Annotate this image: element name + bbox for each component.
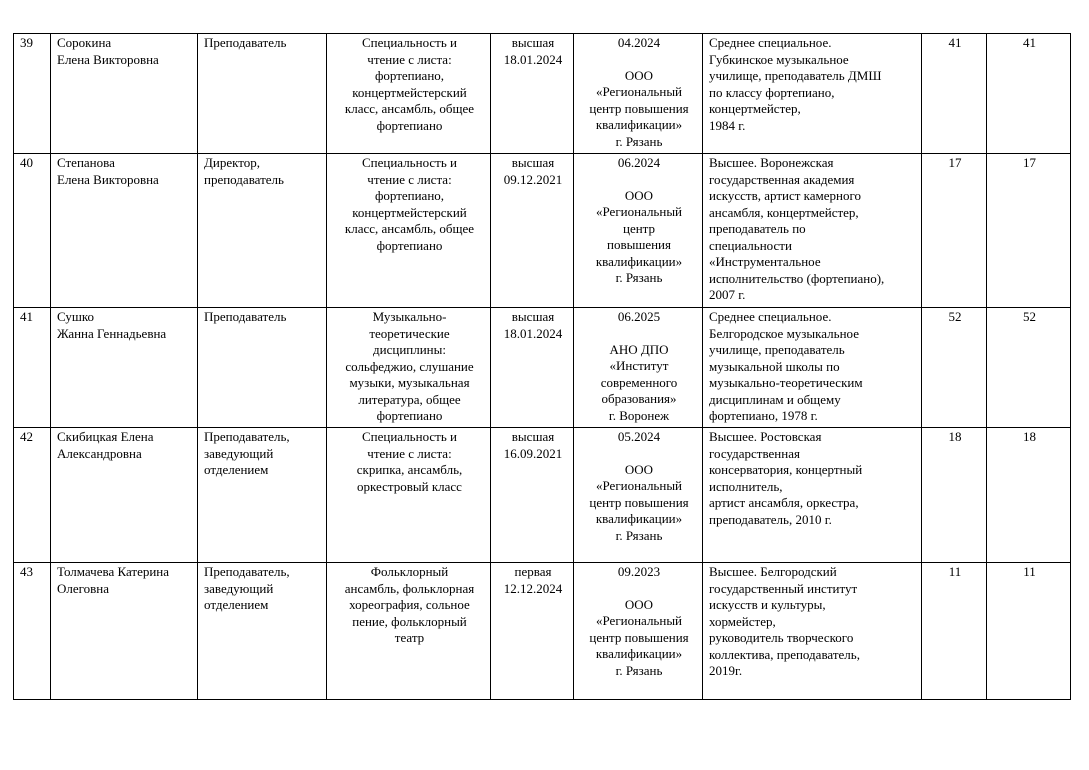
training-organization: ООО «Региональный центр повышения квалификации» г. Рязань: [589, 596, 689, 678]
specialty-experience: 11: [987, 563, 1071, 700]
specialty-experience: 18: [987, 428, 1071, 563]
taught-disciplines: Фольклорный ансамбль, фольклорная хореография, сольное пение, фольклорный театр: [327, 563, 491, 700]
training-organization: АНО ДПО «Институт современного образования» г. Воронеж: [600, 341, 678, 423]
taught-disciplines: Специальность и чтение с листа: фортепиано, концертмейстерский класс, ансамбль, общее фортепиано: [327, 34, 491, 154]
table-row: [14, 308, 1071, 428]
total-experience: 18: [922, 428, 987, 563]
training-cell: [574, 154, 703, 308]
qualification-category: первая 12.12.2024: [491, 563, 574, 700]
teacher-name: Сушко Жанна Геннадьевна: [51, 308, 198, 428]
training-date: 04.2024: [617, 35, 661, 50]
table-row: [14, 428, 1071, 563]
qualification-category: высшая 16.09.2021: [491, 428, 574, 563]
specialty-experience: 17: [987, 154, 1071, 308]
table-row: [14, 154, 1071, 308]
training-date: 09.2023: [617, 564, 661, 579]
row-number: 42: [14, 428, 51, 563]
qualification-category: высшая 09.12.2021: [491, 154, 574, 308]
total-experience: 17: [922, 154, 987, 308]
teacher-position: Директор, преподаватель: [198, 154, 327, 308]
total-experience: 41: [922, 34, 987, 154]
training-date: 06.2025: [617, 309, 661, 324]
teacher-position: Преподаватель: [198, 34, 327, 154]
teacher-position: Преподаватель, заведующий отделением: [198, 563, 327, 700]
teacher-name: Степанова Елена Викторовна: [51, 154, 198, 308]
row-number: 40: [14, 154, 51, 308]
education: Высшее. Воронежская государственная академия искусств, артист камерного ансамбля, концертмейстер, преподаватель по специальности «Инструментальное исполнительство (фортепиано), 2007 г.: [703, 154, 922, 308]
education: Высшее. Ростовская государственная консерватория, концертный исполнитель, артист ансамбля, оркестра, преподаватель, 2010 г.: [703, 428, 922, 563]
education: Среднее специальное. Губкинское музыкальное училище, преподаватель ДМШ по классу фортепиано, концертмейстер, 1984 г.: [703, 34, 922, 154]
total-experience: 52: [922, 308, 987, 428]
taught-disciplines: Специальность и чтение с листа: фортепиано, концертмейстерский класс, ансамбль, общее фортепиано: [327, 154, 491, 308]
table-row: [14, 34, 1071, 154]
teacher-position: Преподаватель, заведующий отделением: [198, 428, 327, 563]
specialty-experience: 41: [987, 34, 1071, 154]
teacher-position: Преподаватель: [198, 308, 327, 428]
taught-disciplines: Музыкально- теоретические дисциплины: сольфеджио, слушание музыки, музыкальная литература, общее фортепиано: [327, 308, 491, 428]
taught-disciplines: Специальность и чтение с листа: скрипка, ансамбль, оркестровый класс: [327, 428, 491, 563]
row-number: 41: [14, 308, 51, 428]
total-experience: 11: [922, 563, 987, 700]
training-organization: ООО «Региональный центр повышения квалификации» г. Рязань: [589, 461, 689, 543]
training-date: 05.2024: [617, 429, 661, 444]
training-organization: ООО «Региональный центр повышения квалификации» г. Рязань: [595, 187, 683, 285]
specialty-experience: 52: [987, 308, 1071, 428]
staff-table: [13, 33, 1071, 700]
training-cell: [574, 563, 703, 700]
training-cell: [574, 34, 703, 154]
teacher-name: Толмачева Катерина Олеговна: [51, 563, 198, 700]
table-row: [14, 563, 1071, 700]
row-number: 43: [14, 563, 51, 700]
qualification-category: высшая 18.01.2024: [491, 308, 574, 428]
education: Высшее. Белгородский государственный институт искусств и культуры, хормейстер, руководитель творческого коллектива, преподаватель, 2019г.: [703, 563, 922, 700]
training-cell: [574, 308, 703, 428]
teacher-name: Сорокина Елена Викторовна: [51, 34, 198, 154]
education: Среднее специальное. Белгородское музыкальное училище, преподаватель музыкальной школы по музыкально-теоретическим дисциплинам и общему фортепиано, 1978 г.: [703, 308, 922, 428]
training-organization: ООО «Региональный центр повышения квалификации» г. Рязань: [589, 67, 689, 149]
qualification-category: высшая 18.01.2024: [491, 34, 574, 154]
training-cell: [574, 428, 703, 563]
row-number: 39: [14, 34, 51, 154]
teacher-name: Скибицкая Елена Александровна: [51, 428, 198, 563]
training-date: 06.2024: [617, 155, 661, 170]
